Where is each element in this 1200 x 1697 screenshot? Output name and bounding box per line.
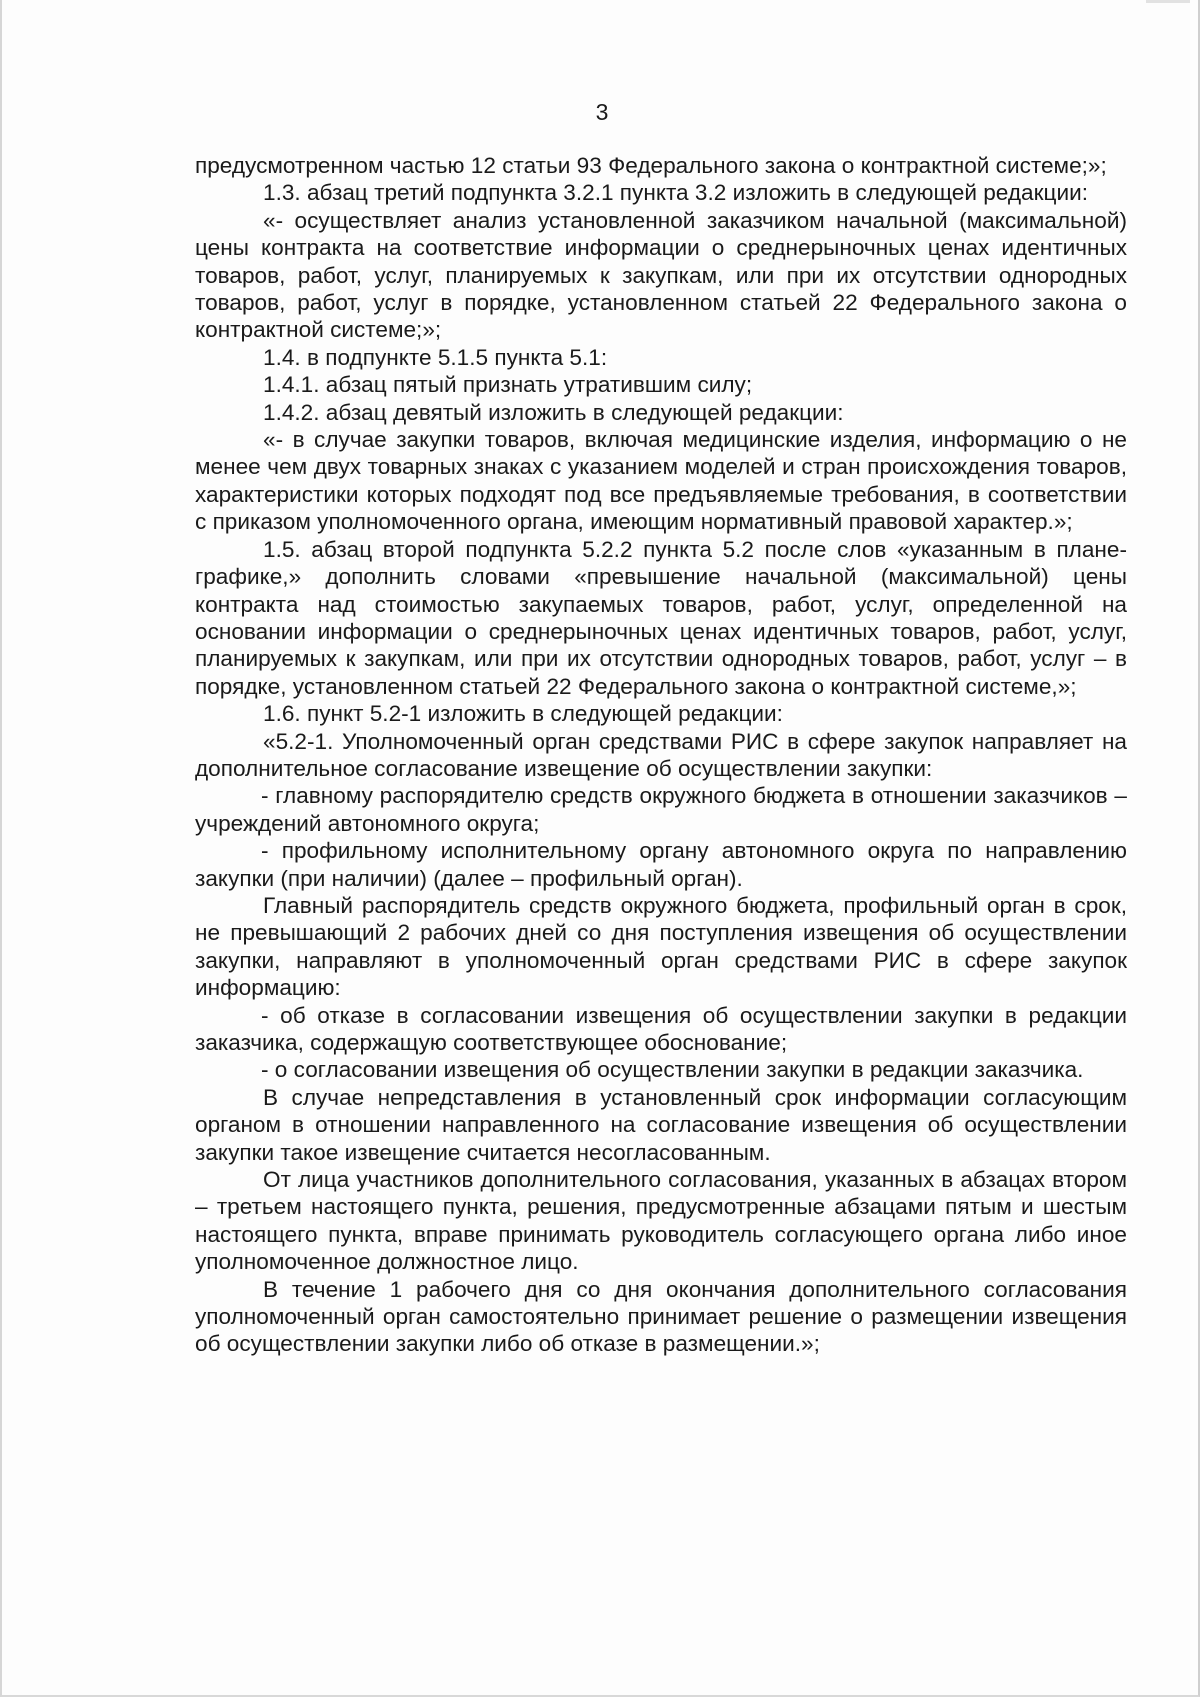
paragraph-5-2-1: «5.2-1. Уполномоченный орган средствами РИС в сфере закупок направляет на дополнительное согласование извещение об осуществлении закупки: xyxy=(195,728,1127,781)
document-body xyxy=(195,152,1127,1358)
paragraph-quote-analysis: «- осуществляет анализ установленной заказчиком начальной (максимальной) цены контракта на соответствие информации о среднерыночных ценах идентичных товаров, работ, услуг, планируемых к закупкам, или при их отсутствии однородных товаров, работ, услуг в порядке, установленном статьей 22 Федерального закона о контрактной системе;»; xyxy=(195,207,1127,343)
paragraph-1-3: 1.3. абзац третий подпункта 3.2.1 пункта 3.2 изложить в следующей редакции: xyxy=(263,180,1088,206)
list-item-main-manager: - главному распорядителю средств окружного бюджета в отношении заказчиков – учреждений автономного округа; xyxy=(195,783,1127,836)
paragraph-1-6: 1.6. пункт 5.2-1 изложить в следующей редакции: xyxy=(263,701,783,727)
paragraph-final-decision: В течение 1 рабочего дня со дня окончания дополнительного согласования уполномоченный орган самостоятельно принимает решение о размещении извещения об осуществлении закупки либо об отказе в размещении.»; xyxy=(195,1276,1127,1357)
paragraph-continuation: предусмотренном частью 12 статьи 93 Федерального закона о контрактной системе;»; xyxy=(195,153,1107,178)
page-number: 3 xyxy=(595,99,609,125)
scan-edge-mark xyxy=(1146,0,1190,3)
paragraph-participants: От лица участников дополнительного согласования, указанных в абзацах втором – третьем настоящего пункта, решения, предусмотренные абзацами пятым и шестым настоящего пункта, вправе принимать руководитель согласующего органа либо иное уполномоченное должностное лицо. xyxy=(195,1167,1127,1275)
list-item-refusal: - об отказе в согласовании извещения об осуществлении закупки в редакции заказчика, содержащую соответствующее обоснование; xyxy=(195,1002,1127,1055)
paragraph-main-manager-term: Главный распорядитель средств окружного бюджета, профильный орган в срок, не превышающий 2 рабочих дней со дня поступления извещения об осуществлении закупки, направляют в уполномоченный орган средствами РИС в сфере закупок информацию: xyxy=(195,892,1127,1001)
paragraph-1-4: 1.4. в подпункте 5.1.5 пункта 5.1: xyxy=(263,344,608,370)
list-item-profile-body: - профильному исполнительному органу автономного округа по направлению закупки (при наличии) (далее – профильный орган). xyxy=(195,838,1127,891)
paragraph-non-submission: В случае непредставления в установленный срок информации согласующим органом в отношении направленного на согласование извещения об осуществлении закупки такое извещение считается несогласованным. xyxy=(195,1084,1127,1165)
paragraph-1-4-2: 1.4.2. абзац девятый изложить в следующей редакции: xyxy=(263,399,844,425)
paragraph-quote-trademarks: «- в случае закупки товаров, включая медицинские изделия, информацию о не менее чем двух товарных знаках с указанием моделей и стран происхождения товаров, характеристики которых подходят под все предъявляемые требования, в соответствии с приказом уполномоченного органа, имеющим нормативный правовой характер.»; xyxy=(195,427,1127,535)
paragraph-1-5: 1.5. абзац второй подпункта 5.2.2 пункта 5.2 после слов «указанным в плане-графике,» дополнить словами «превышение начальной (максимальной) цены контракта над стоимостью закупаемых товаров, работ, услуг, определенной на основании информации о среднерыночных ценах идентичных товаров, работ, услуг, планируемых к закупкам, или при их отсутствии однородных товаров, работ, услуг – в порядке, установленном статьей 22 Федерального закона о контрактной системе,»; xyxy=(195,536,1127,699)
paragraph-1-4-1: 1.4.1. абзац пятый признать утратившим силу; xyxy=(263,372,753,398)
list-item-approval: - о согласовании извещения об осуществлении закупки в редакции заказчика. xyxy=(261,1057,1084,1083)
